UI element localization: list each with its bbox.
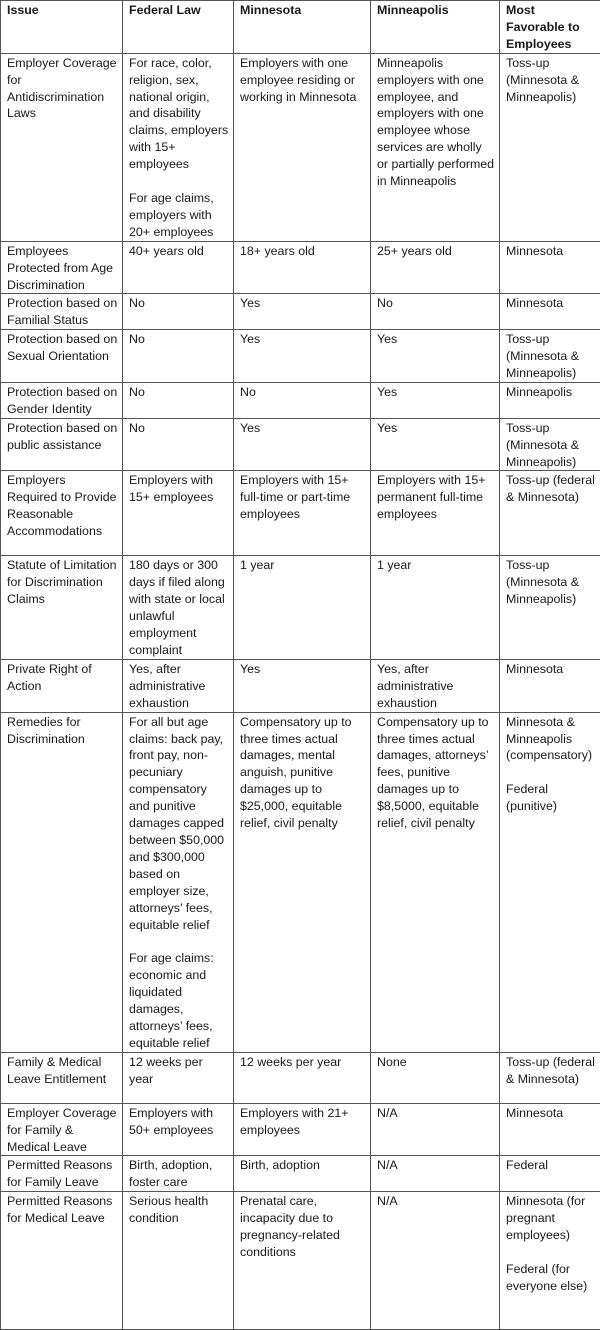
table-row bbox=[1, 418, 600, 471]
table-row bbox=[1, 330, 600, 383]
cell-federal-law: Employers with 15+ employees bbox=[123, 471, 234, 556]
cell-most-favorable: Minnesota (for pregnant employees) Federal (for everyone else) bbox=[500, 1192, 600, 1330]
table-row bbox=[1, 241, 600, 294]
cell-issue: Protection based on Familial Status bbox=[1, 294, 123, 330]
header-issue: Issue bbox=[1, 1, 123, 54]
cell-most-favorable: Toss-up (federal & Minnesota) bbox=[500, 1052, 600, 1103]
cell-minneapolis: 25+ years old bbox=[371, 241, 500, 294]
table-row bbox=[1, 712, 600, 1052]
cell-minnesota: Yes bbox=[234, 418, 371, 471]
cell-most-favorable: Minnesota bbox=[500, 241, 600, 294]
cell-issue: Employer Coverage for Antidiscrimination Laws bbox=[1, 53, 123, 241]
cell-minneapolis: Yes bbox=[371, 330, 500, 383]
cell-federal-law: No bbox=[123, 382, 234, 418]
cell-issue: Permitted Reasons for Medical Leave bbox=[1, 1192, 123, 1330]
table-body bbox=[1, 53, 600, 1330]
cell-most-favorable: Minnesota bbox=[500, 1103, 600, 1156]
cell-issue: Protection based on Gender Identity bbox=[1, 382, 123, 418]
cell-federal-law: 180 days or 300 days if filed along with state or local unlawful employment complaint bbox=[123, 556, 234, 659]
cell-minnesota: Compensatory up to three times actual damages, mental anguish, punitive damages up to $25,000, equitable relief, civil penalty bbox=[234, 712, 371, 1052]
cell-federal-law: Yes, after administrative exhaustion bbox=[123, 659, 234, 712]
cell-federal-law: Employers with 50+ employees bbox=[123, 1103, 234, 1156]
cell-most-favorable: Minneapolis bbox=[500, 382, 600, 418]
cell-issue: Employers Required to Provide Reasonable Accommodations bbox=[1, 471, 123, 556]
cell-minneapolis: Yes, after administrative exhaustion bbox=[371, 659, 500, 712]
table-row bbox=[1, 556, 600, 659]
cell-minnesota: 12 weeks per year bbox=[234, 1052, 371, 1103]
cell-federal-law: Birth, adoption, foster care bbox=[123, 1156, 234, 1192]
header-minnesota: Minnesota bbox=[234, 1, 371, 54]
cell-issue: Statute of Limitation for Discrimination Claims bbox=[1, 556, 123, 659]
cell-federal-law: For all but age claims: back pay, front pay, non-pecuniary compensatory and punitive damages capped between $50,000 and $300,000 based on employer size, attorneys’ fees, equitable relief For age claims: economic and liquidated damages, attorneys’ fees, equitable relief bbox=[123, 712, 234, 1052]
cell-most-favorable: Minnesota bbox=[500, 294, 600, 330]
cell-most-favorable: Toss-up (Minnesota & Minneapolis) bbox=[500, 556, 600, 659]
cell-federal-law: 12 weeks per year bbox=[123, 1052, 234, 1103]
header-row bbox=[1, 1, 600, 54]
cell-most-favorable: Federal bbox=[500, 1156, 600, 1192]
cell-minnesota: Employers with 21+ employees bbox=[234, 1103, 371, 1156]
cell-federal-law: No bbox=[123, 330, 234, 383]
cell-minnesota: Employers with one employee residing or working in Minnesota bbox=[234, 53, 371, 241]
cell-federal-law: No bbox=[123, 294, 234, 330]
table-header bbox=[1, 1, 600, 54]
table-row bbox=[1, 1192, 600, 1330]
cell-issue: Family & Medical Leave Entitlement bbox=[1, 1052, 123, 1103]
cell-most-favorable: Toss-up (federal & Minnesota) bbox=[500, 471, 600, 556]
cell-minneapolis: None bbox=[371, 1052, 500, 1103]
cell-minnesota: Yes bbox=[234, 659, 371, 712]
table-row bbox=[1, 1103, 600, 1156]
table-row bbox=[1, 1052, 600, 1103]
header-minneapolis: Minneapolis bbox=[371, 1, 500, 54]
cell-issue: Private Right of Action bbox=[1, 659, 123, 712]
table-row bbox=[1, 1156, 600, 1192]
cell-minneapolis: Compensatory up to three times actual damages, attorneys’ fees, punitive damages up to $8,5000, equitable relief, civil penalty bbox=[371, 712, 500, 1052]
cell-most-favorable: Toss-up (Minnesota & Minneapolis) bbox=[500, 330, 600, 383]
table-row bbox=[1, 294, 600, 330]
cell-issue: Employees Protected from Age Discrimination bbox=[1, 241, 123, 294]
cell-minneapolis: N/A bbox=[371, 1103, 500, 1156]
cell-issue: Remedies for Discrimination bbox=[1, 712, 123, 1052]
cell-issue: Protection based on Sexual Orientation bbox=[1, 330, 123, 383]
cell-minnesota: No bbox=[234, 382, 371, 418]
cell-minneapolis: Minneapolis employers with one employee, and employers with one employee whose services are wholly or partially performed in Minneapolis bbox=[371, 53, 500, 241]
cell-minnesota: 18+ years old bbox=[234, 241, 371, 294]
table-row bbox=[1, 471, 600, 556]
cell-minnesota: Yes bbox=[234, 294, 371, 330]
table-row bbox=[1, 659, 600, 712]
cell-minnesota: Birth, adoption bbox=[234, 1156, 371, 1192]
cell-federal-law: For race, color, religion, sex, national origin, and disability claims, employers with 15+ employees For age claims, employers with 20+ employees bbox=[123, 53, 234, 241]
header-most-favorable: Most Favorable to Employees bbox=[500, 1, 600, 54]
cell-minneapolis: No bbox=[371, 294, 500, 330]
cell-minnesota: 1 year bbox=[234, 556, 371, 659]
cell-issue: Protection based on public assistance bbox=[1, 418, 123, 471]
cell-federal-law: Serious health condition bbox=[123, 1192, 234, 1330]
cell-federal-law: 40+ years old bbox=[123, 241, 234, 294]
table-row bbox=[1, 382, 600, 418]
cell-minneapolis: Yes bbox=[371, 382, 500, 418]
cell-federal-law: No bbox=[123, 418, 234, 471]
cell-minnesota: Employers with 15+ full-time or part-time employees bbox=[234, 471, 371, 556]
header-federal-law: Federal Law bbox=[123, 1, 234, 54]
cell-minneapolis: 1 year bbox=[371, 556, 500, 659]
cell-most-favorable: Toss-up (Minnesota & Minneapolis) bbox=[500, 53, 600, 241]
table-row bbox=[1, 53, 600, 241]
cell-most-favorable: Minnesota bbox=[500, 659, 600, 712]
cell-minnesota: Prenatal care, incapacity due to pregnancy-related conditions bbox=[234, 1192, 371, 1330]
cell-issue: Employer Coverage for Family & Medical Leave bbox=[1, 1103, 123, 1156]
cell-most-favorable: Minnesota & Minneapolis (compensatory) Federal (punitive) bbox=[500, 712, 600, 1052]
cell-minneapolis: N/A bbox=[371, 1192, 500, 1330]
cell-most-favorable: Toss-up (Minnesota & Minneapolis) bbox=[500, 418, 600, 471]
cell-minneapolis: Yes bbox=[371, 418, 500, 471]
cell-issue: Permitted Reasons for Family Leave bbox=[1, 1156, 123, 1192]
cell-minnesota: Yes bbox=[234, 330, 371, 383]
cell-minneapolis: N/A bbox=[371, 1156, 500, 1192]
cell-minneapolis: Employers with 15+ permanent full-time employees bbox=[371, 471, 500, 556]
